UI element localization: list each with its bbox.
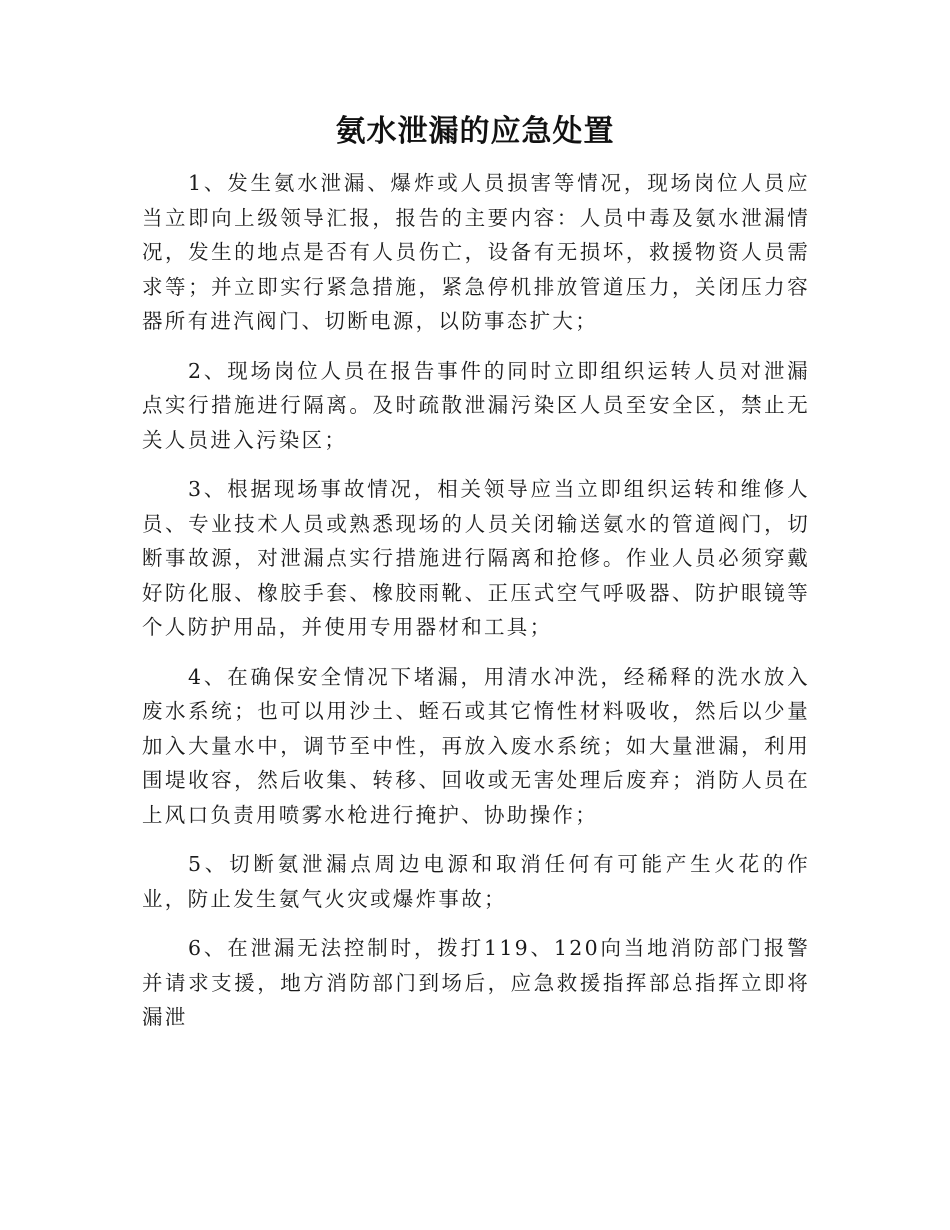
paragraph-5: 5、切断氨泄漏点周边电源和取消任何有可能产生火花的作业，防止发生氨气火灾或爆炸事故； xyxy=(142,852,810,911)
paragraph-6: 6、在泄漏无法控制时，拨打119、120向当地消防部门报警并请求支援，地方消防部门到场后，应急救援指挥部总指挥立即将漏泄 xyxy=(142,936,810,1029)
paragraph-2: 2、现场岗位人员在报告事件的同时立即组织运转人员对泄漏点实行措施进行隔离。及时疏散泄漏污染区人员至安全区，禁止无关人员进入污染区； xyxy=(142,358,810,452)
document-title: 氨水泄漏的应急处置 xyxy=(335,114,615,149)
document-body xyxy=(142,166,810,1050)
paragraph-1: 1、发生氨水泄漏、爆炸或人员损害等情况，现场岗位人员应当立即向上级领导汇报，报告的主要内容：人员中毒及氨水泄漏情况，发生的地点是否有人员伤亡，设备有无损坏，救援物资人员需求等；并立即实行紧急措施，紧急停机排放管道压力，关闭压力容器所有进汽阀门、切断电源，以防事态扩大； xyxy=(142,171,810,333)
paragraph-3: 3、根据现场事故情况，相关领导应当立即组织运转和维修人员、专业技术人员或熟悉现场的人员关闭输送氨水的管道阀门，切断事故源，对泄漏点实行措施进行隔离和抢修。作业人员必须穿戴好防化服、橡胶手套、橡胶雨靴、正压式空气呼吸器、防护眼镜等个人防护用品，并使用专用器材和工具； xyxy=(142,477,810,639)
paragraph-4: 4、在确保安全情况下堵漏，用清水冲洗，经稀释的洗水放入废水系统；也可以用沙土、蛭石或其它惰性材料吸收，然后以少量加入大量水中，调节至中性，再放入废水系统；如大量泄漏，利用围堤收容，然后收集、转移、回收或无害处理后废弃；消防人员在上风口负责用喷雾水枪进行掩护、协助操作； xyxy=(142,664,810,827)
